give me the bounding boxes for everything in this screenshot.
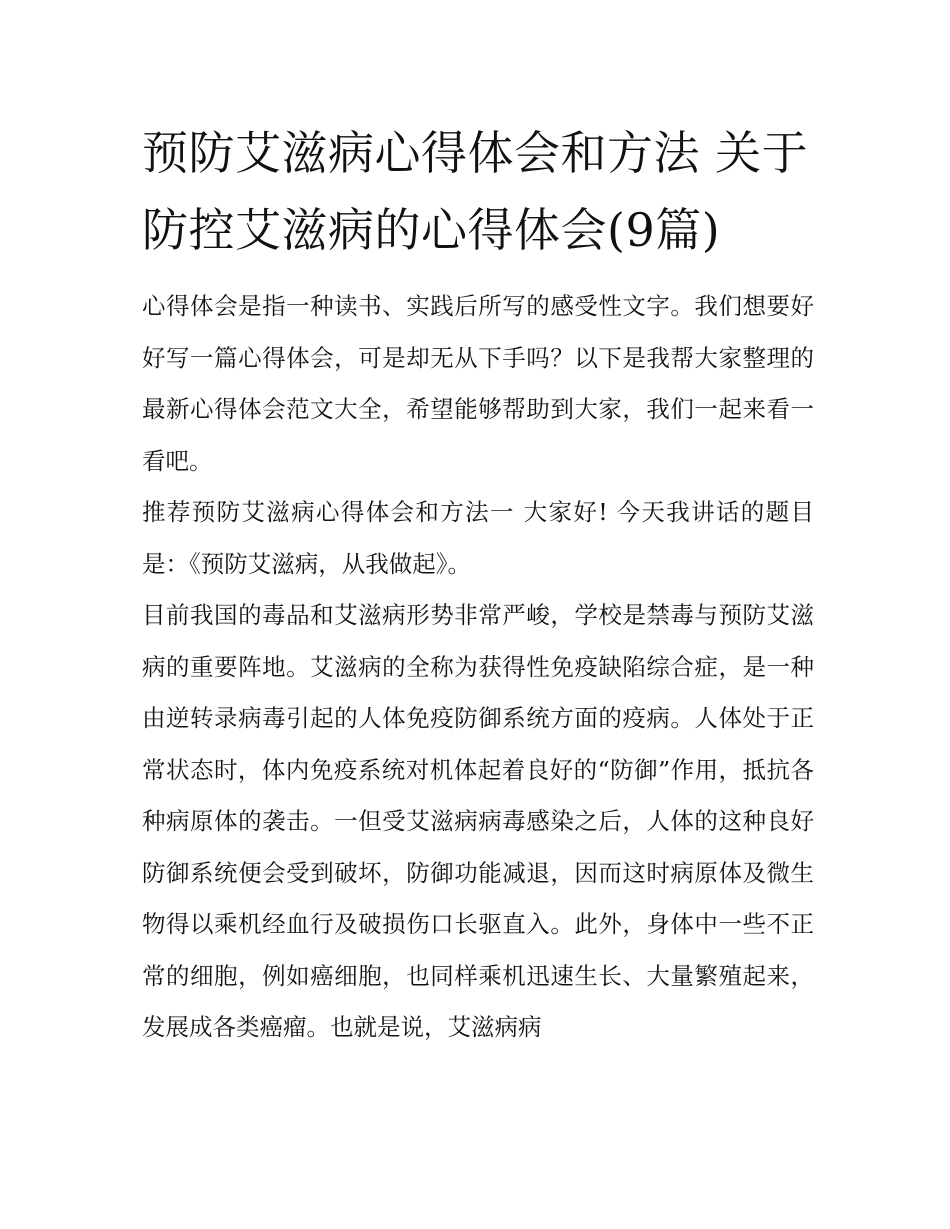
- document-body: [142, 281, 814, 1054]
- document-content: [142, 115, 814, 1054]
- paragraph-speech-opening: 推荐预防艾滋病心得体会和方法一 大家好! 今天我讲话的题目是：《预防艾滋病，从我做起》。: [142, 498, 814, 578]
- paragraph-aids-explanation: 目前我国的毒品和艾滋病形势非常严峻，学校是禁毒与预防艾滋病的重要阵地。艾滋病的全称为获得性免疫缺陷综合症，是一种由逆转录病毒引起的人体免疫防御系统方面的疫病。人体处于正常状态时，体内免疫系统对机体起着良好的“防御”作用，抵抗各种病原体的袭击。一但受艾滋病病毒感染之后，人体的这种良好防御系统便会受到破坏，防御功能减退，因而这时病原体及微生物得以乘机经血行及破损伤口长驱直入。此外，身体中一些不正常的细胞，例如癌细胞，也同样乘机迅速生长、大量繁殖起来，发展成各类癌瘤。也就是说，艾滋病病: [142, 601, 814, 1041]
- document-title: 预防艾滋病心得体会和方法 关于防控艾滋病的心得体会(9篇): [142, 126, 809, 257]
- paragraph-intro: 心得体会是指一种读书、实践后所写的感受性文字。我们想要好好写一篇心得体会，可是却无从下手吗？以下是我帮大家整理的最新心得体会范文大全，希望能够帮助到大家，我们一起来看一看吧。: [142, 292, 814, 475]
